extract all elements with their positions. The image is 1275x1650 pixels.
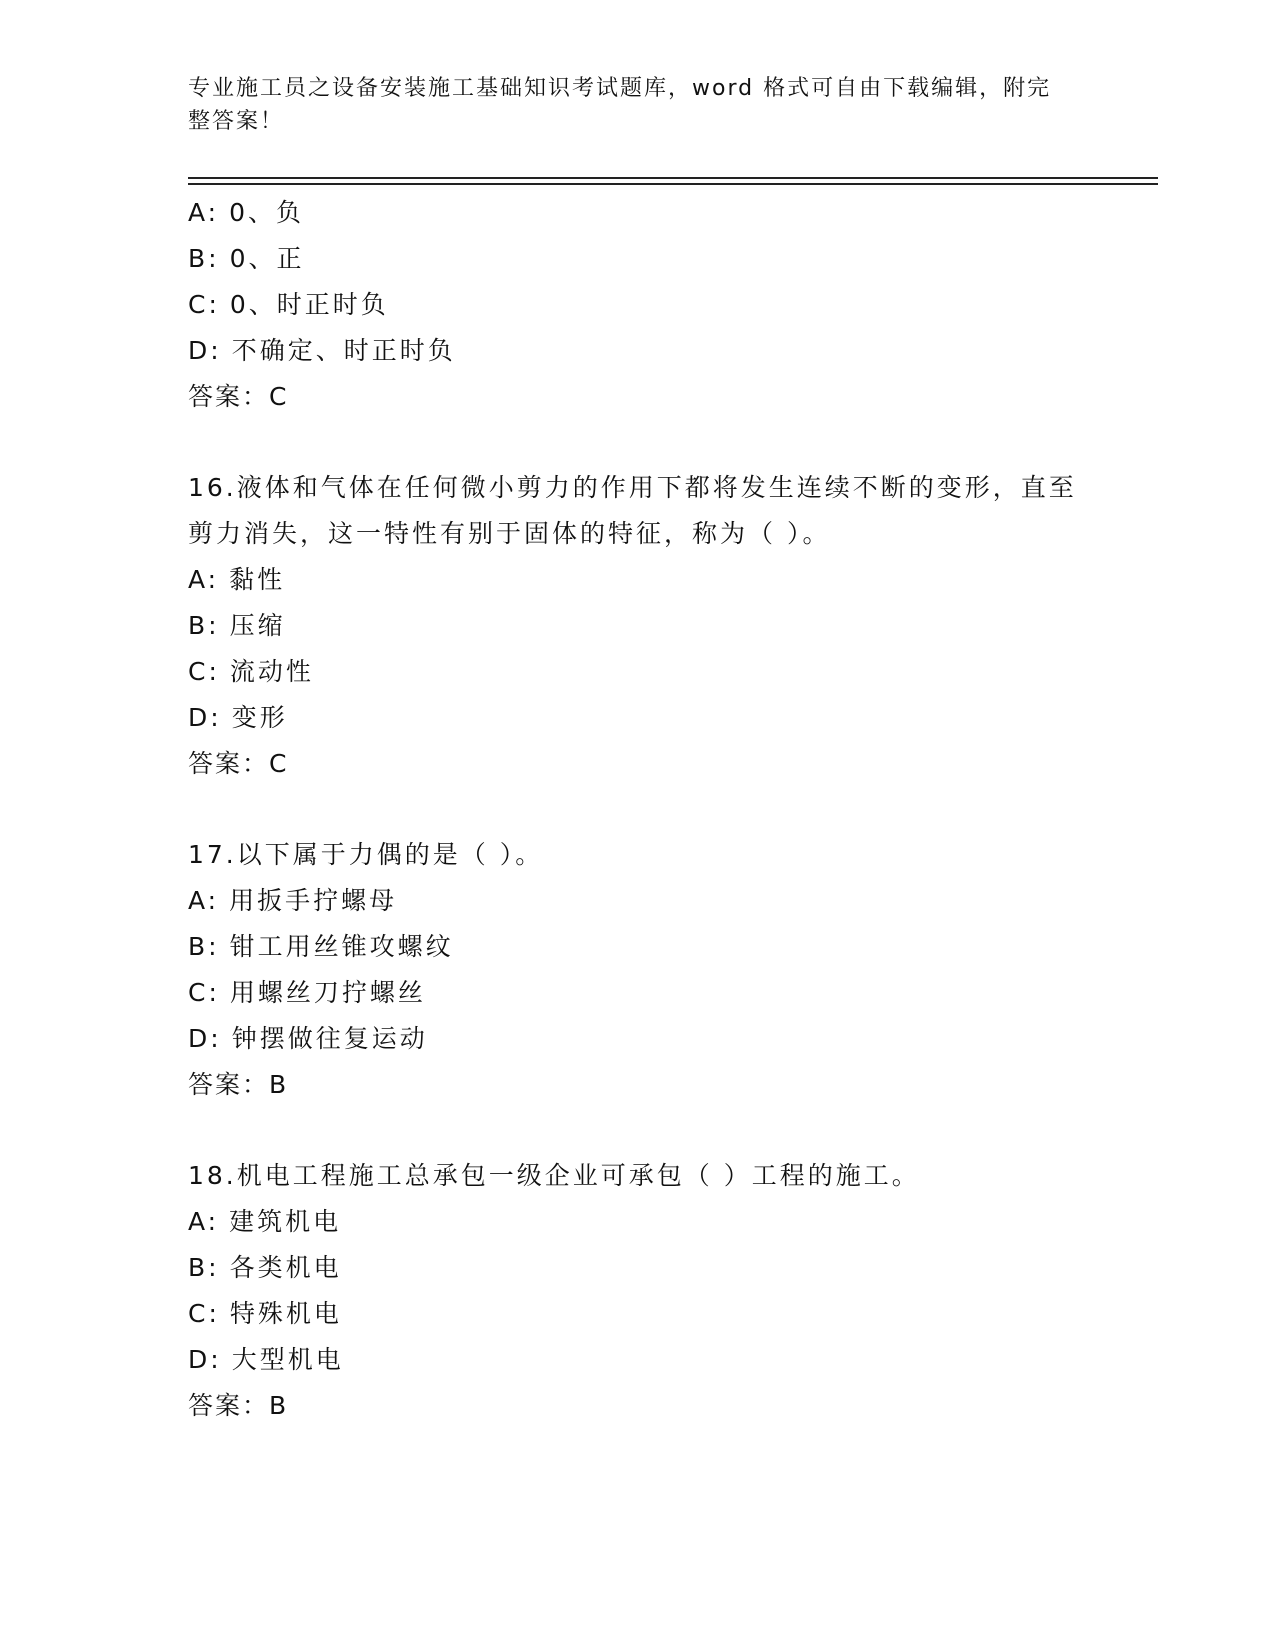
header-rule-bottom — [188, 183, 1158, 185]
answer-label: 答案： — [188, 749, 270, 778]
option-d — [188, 1337, 1088, 1383]
question-16 — [188, 465, 1088, 787]
option-label: D: — [188, 1345, 222, 1374]
option-label: B: — [188, 611, 220, 640]
option-label: D: — [188, 703, 222, 732]
option-c — [188, 649, 1088, 695]
document-header: 专业施工员之设备安装施工基础知识考试题库，word 格式可自由下载编辑，附完整答案！ — [188, 76, 1052, 134]
option-text: 0、正 — [229, 244, 305, 273]
option-d — [188, 1016, 1088, 1062]
answer-value: C — [269, 382, 290, 411]
option-label: D: — [188, 1024, 222, 1053]
option-d — [188, 328, 1088, 374]
question-18 — [188, 1153, 1088, 1429]
option-c — [188, 282, 1088, 328]
option-label: C: — [188, 657, 220, 686]
option-text: 大型机电 — [231, 1345, 344, 1374]
option-text: 压缩 — [229, 611, 286, 640]
option-text: 0、负 — [229, 198, 304, 227]
option-label: A: — [188, 198, 220, 227]
option-text: 用扳手拧螺母 — [229, 886, 398, 915]
option-a — [188, 878, 1088, 924]
option-label: A: — [188, 1207, 220, 1236]
answer-value: B — [269, 1070, 290, 1099]
answer — [188, 1062, 1088, 1108]
option-label: C: — [188, 290, 220, 319]
option-text: 钟摆做往复运动 — [231, 1024, 428, 1053]
option-label: C: — [188, 1299, 220, 1328]
answer-label: 答案： — [188, 1070, 270, 1099]
option-text: 用螺丝刀拧螺丝 — [229, 978, 426, 1007]
option-c — [188, 970, 1088, 1016]
option-text: 流动性 — [229, 657, 314, 686]
question-17 — [188, 832, 1088, 1108]
option-d — [188, 695, 1088, 741]
answer-label: 答案： — [188, 1391, 270, 1420]
option-c — [188, 1291, 1088, 1337]
option-a — [188, 1199, 1088, 1245]
option-label: D: — [188, 336, 222, 365]
option-text: 变形 — [231, 703, 288, 732]
question-text: 16.液体和气体在任何微小剪力的作用下都将发生连续不断的变形，直至剪力消失，这一特性有别于固体的特征，称为（ ）。 — [188, 473, 1077, 548]
option-text: 不确定、时正时负 — [231, 336, 456, 365]
option-b — [188, 1245, 1088, 1291]
answer-label: 答案： — [188, 382, 270, 411]
question-text: 17.以下属于力偶的是（ ）。 — [188, 840, 544, 869]
answer-value: B — [269, 1391, 290, 1420]
option-a — [188, 557, 1088, 603]
option-label: A: — [188, 565, 220, 594]
option-label: C: — [188, 978, 220, 1007]
answer — [188, 374, 1088, 420]
option-b — [188, 924, 1088, 970]
answer — [188, 741, 1088, 787]
option-text: 特殊机电 — [229, 1299, 342, 1328]
option-label: B: — [188, 1253, 220, 1282]
option-text: 钳工用丝锥攻螺纹 — [229, 932, 454, 961]
answer-value: C — [269, 749, 290, 778]
option-text: 建筑机电 — [229, 1207, 342, 1236]
option-label: A: — [188, 886, 220, 915]
question-15-partial — [188, 190, 1088, 420]
option-text: 0、时正时负 — [229, 290, 389, 319]
option-label: B: — [188, 932, 220, 961]
question-text: 18.机电工程施工总承包一级企业可承包（ ）工程的施工。 — [188, 1161, 920, 1190]
option-text: 各类机电 — [229, 1253, 342, 1282]
option-text: 黏性 — [229, 565, 286, 594]
answer — [188, 1383, 1088, 1429]
option-b — [188, 236, 1088, 282]
option-a — [188, 190, 1088, 236]
header-rule-top — [188, 177, 1158, 179]
option-b — [188, 603, 1088, 649]
option-label: B: — [188, 244, 220, 273]
document-body — [188, 190, 1088, 1429]
